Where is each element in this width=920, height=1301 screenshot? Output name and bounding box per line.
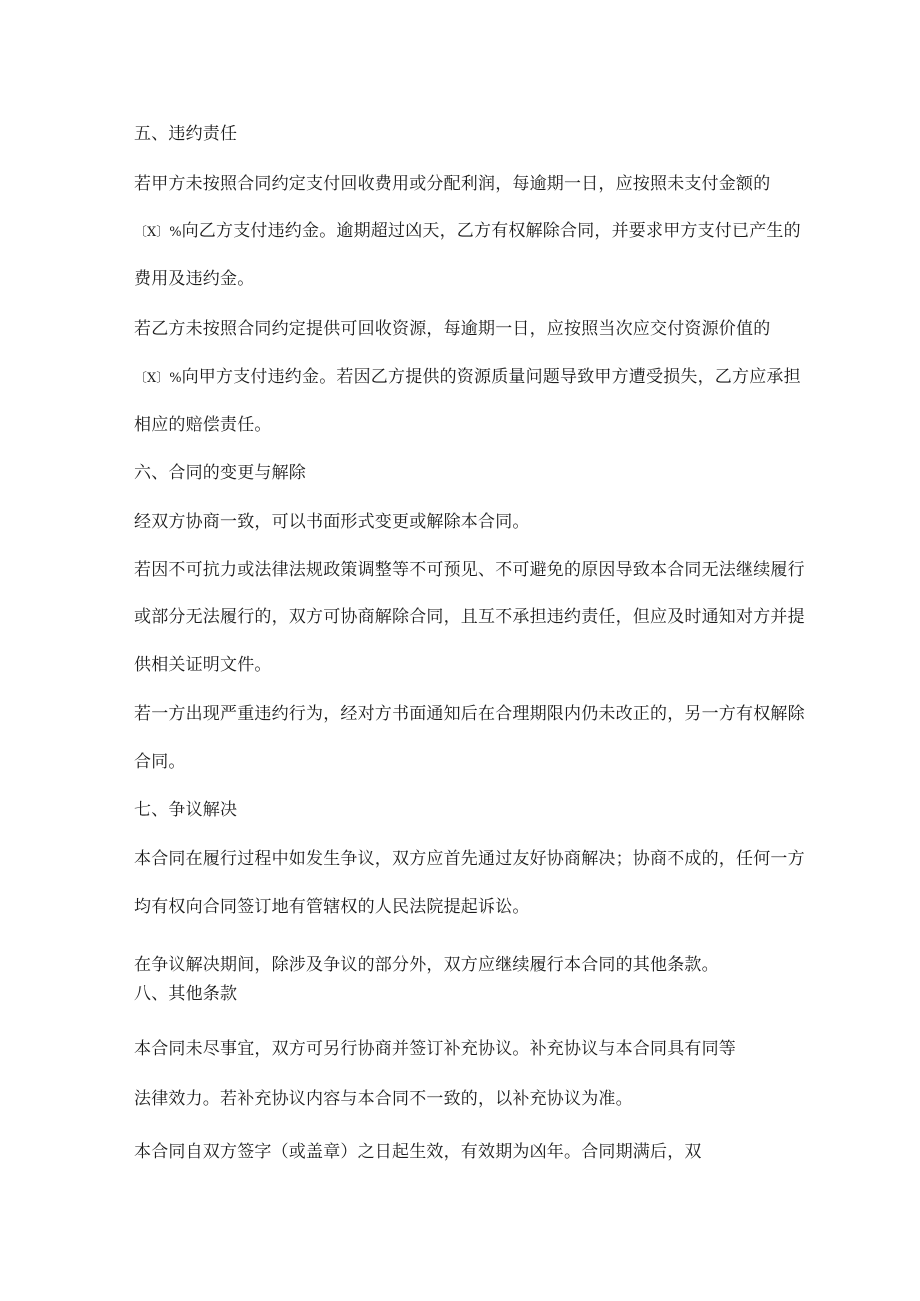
s6-paragraph-2-line-2: 或部分无法履行的，双方可协商解除合同，且互不承担违约责任，但应及时通知对方并提 <box>134 607 805 627</box>
s6-paragraph-3-line-1: 若一方出现严重违约行为，经对方书面通知后在合理期限内仍未改正的，另一方有权解除 <box>134 704 805 724</box>
s8-paragraph-2-line-1: 本合同自双方签字（或盖章）之日起生效，有效期为凶年。合同期满后，双 <box>134 1142 702 1162</box>
s8-paragraph-1-line-1: 本合同未尽事宜，双方可另行协商并签订补充协议。补充协议与本合同具有同等 <box>134 1039 736 1059</box>
section-6-heading: 六、合同的变更与解除 <box>134 463 306 483</box>
s7-paragraph-1-line-1: 本合同在履行过程中如发生争议，双方应首先通过友好协商解决；协商不成的，任何一方 <box>134 849 805 869</box>
s6-paragraph-2-line-1: 若因不可抗力或法律法规政策调整等不可预见、不可避免的原因导致本合同无法继续履行 <box>134 560 805 580</box>
section-7-heading: 七、争议解决 <box>134 800 238 820</box>
s7-paragraph-1-line-2: 均有权向合同签订地有管辖权的人民法院提起诉讼。 <box>134 897 530 917</box>
s5-paragraph-2-line-2-text: 向甲方支付违约金。若因乙方提供的资源质量问题导致甲方遭受损失，乙方应承担 <box>181 367 801 387</box>
s5-paragraph-2-line-2 <box>134 366 801 390</box>
s7-paragraph-2: 在争议解决期间，除涉及争议的部分外，双方应继续履行本合同的其他条款。 <box>134 955 719 975</box>
s5-paragraph-1-line-1: 若甲方未按照合同约定支付回收费用或分配利润，每逾期一日，应按照未支付金额的 <box>134 174 771 194</box>
s5-paragraph-1-line-2 <box>134 220 801 244</box>
s6-paragraph-3-line-2: 合同。 <box>134 752 186 772</box>
s5-paragraph-2-line-3: 相应的赔偿责任。 <box>134 415 272 435</box>
s5-paragraph-1-line-2-text: 向乙方支付违约金。逾期超过凶天，乙方有权解除合同，并要求甲方支付已产生的 <box>181 221 801 241</box>
s5-paragraph-1-line-3: 费用及违约金。 <box>134 269 255 289</box>
s6-paragraph-1: 经双方协商一致，可以书面形式变更或解除本合同。 <box>134 512 530 532</box>
s5-paragraph-2-line-1: 若乙方未按照合同约定提供可回收资源，每逾期一日，应按照当次应交付资源价值的 <box>134 319 771 339</box>
s6-paragraph-2-line-3: 供相关证明文件。 <box>134 655 272 675</box>
section-8-heading: 八、其他条款 <box>134 984 238 1004</box>
rate-placeholder: 〔X〕% <box>134 371 182 386</box>
s8-paragraph-1-line-2: 法律效力。若补充协议内容与本合同不一致的，以补充协议为准。 <box>134 1089 633 1109</box>
rate-placeholder: 〔X〕% <box>134 225 182 240</box>
section-5-heading: 五、违约责任 <box>134 124 238 144</box>
